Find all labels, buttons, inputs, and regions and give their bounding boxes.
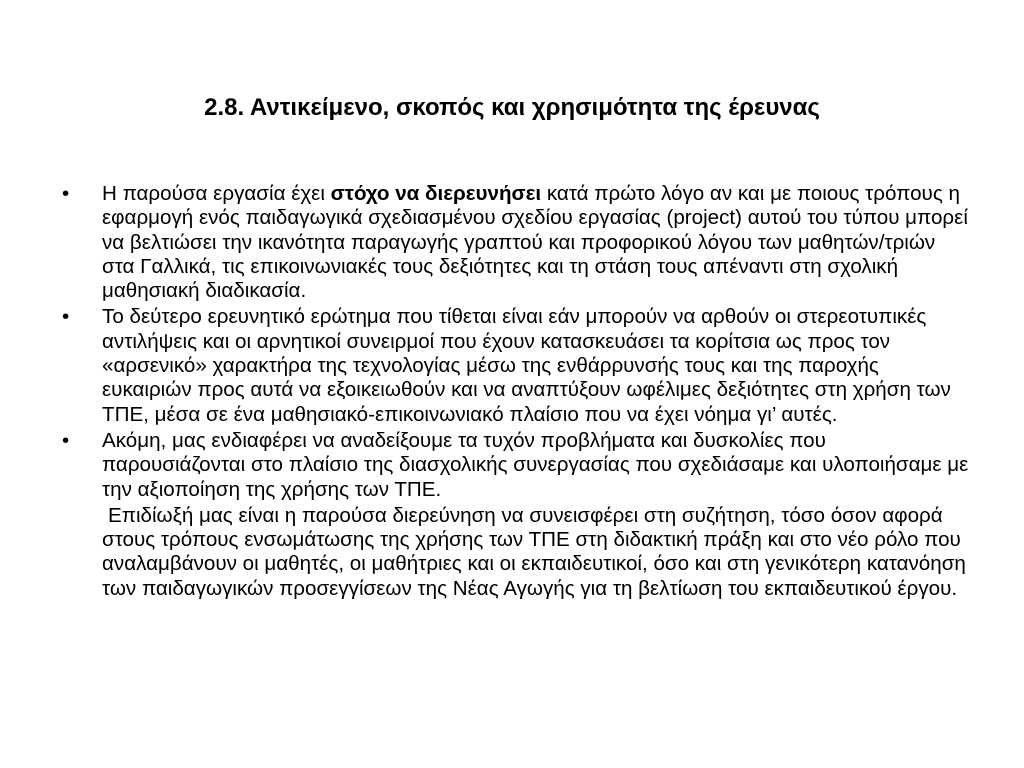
- bullet-item-objective: [62, 182, 972, 303]
- bullet-item-collaboration: [62, 429, 972, 502]
- collaboration-text: Ακόμη, μας ενδιαφέρει να αναδείξουμε τα τυχόν προβλήματα και δυσκολίες που παρουσιάζονται στο πλαίσιο της διασχολικής συνεργασίας που σχεδιάσαμε και υλοποιήσαμε με την αξιοποίηση της χρήσης των ΤΠΕ.: [102, 428, 969, 501]
- bullet-item-second-question: [62, 305, 972, 426]
- aim-text: Επιδίωξή μας είναι η παρούσα διερεύνηση να συνεισφέρει στη συζήτηση, τόσο όσον αφορά στους τρόπους ενσωμάτωσης της χρήσης των ΤΠΕ στη διδακτική πράξη και στο νέο ρόλο που αναλαμβάνουν οι μαθητές, οι μαθήτριες και οι εκπαιδευτικοί, όσο και στη γενικότερη κατανόηση των παιδαγωγικών προσεγγίσεων της Νέας Αγωγής για τη βελτίωση του εκπαιδευτικού έργου.: [102, 503, 966, 600]
- bullet-list: [62, 182, 972, 603]
- slide-title: 2.8. Αντικείμενο, σκοπός και χρησιμότητα της έρευνας: [204, 94, 820, 121]
- objective-text-end: κατά πρώτο λόγο αν και με ποιους τρόπους η εφαρμογή ενός παιδαγωγικά σχεδιασμένου σχεδίου εργασίας (project) αυτού του τύπου μπορεί να βελτιώσει την ικανότητα παραγωγής γραπτού και προφορικού λόγου των μαθητών/τριών στα Γαλλικά, τις επικοινωνιακές τους δεξιότητες και τη στάση τους απέναντι στη σχολική μαθησιακή διαδικασία.: [102, 182, 968, 303]
- objective-emphasis: στόχο να διερευνήσει: [330, 182, 542, 205]
- objective-text-start: Η παρούσα εργασία έχει: [102, 182, 331, 205]
- second-question-text: Το δεύτερο ερευνητικό ερώτημα που τίθεται είναι εάν μπορούν να αρθούν οι στερεοτυπικές αντιλήψεις και οι αρνητικοί συνειρμοί που έχουν κατασκευάσει τα κορίτσια ως προς τον «αρσενικό» χαρακτήρα της τεχνολογίας μέσω της ενθάρρυνσής τους και της παροχής ευκαιριών προς αυτά να εξοικειωθούν και να αναπτύξουν ωφέλιμες δεξιότητες στη χρήση των ΤΠΕ, μέσα σε ένα μαθησιακό-επικοινωνιακό πλαίσιο που να έχει νόημα γι’ αυτές.: [102, 305, 951, 426]
- continuation-paragraph: [62, 504, 972, 601]
